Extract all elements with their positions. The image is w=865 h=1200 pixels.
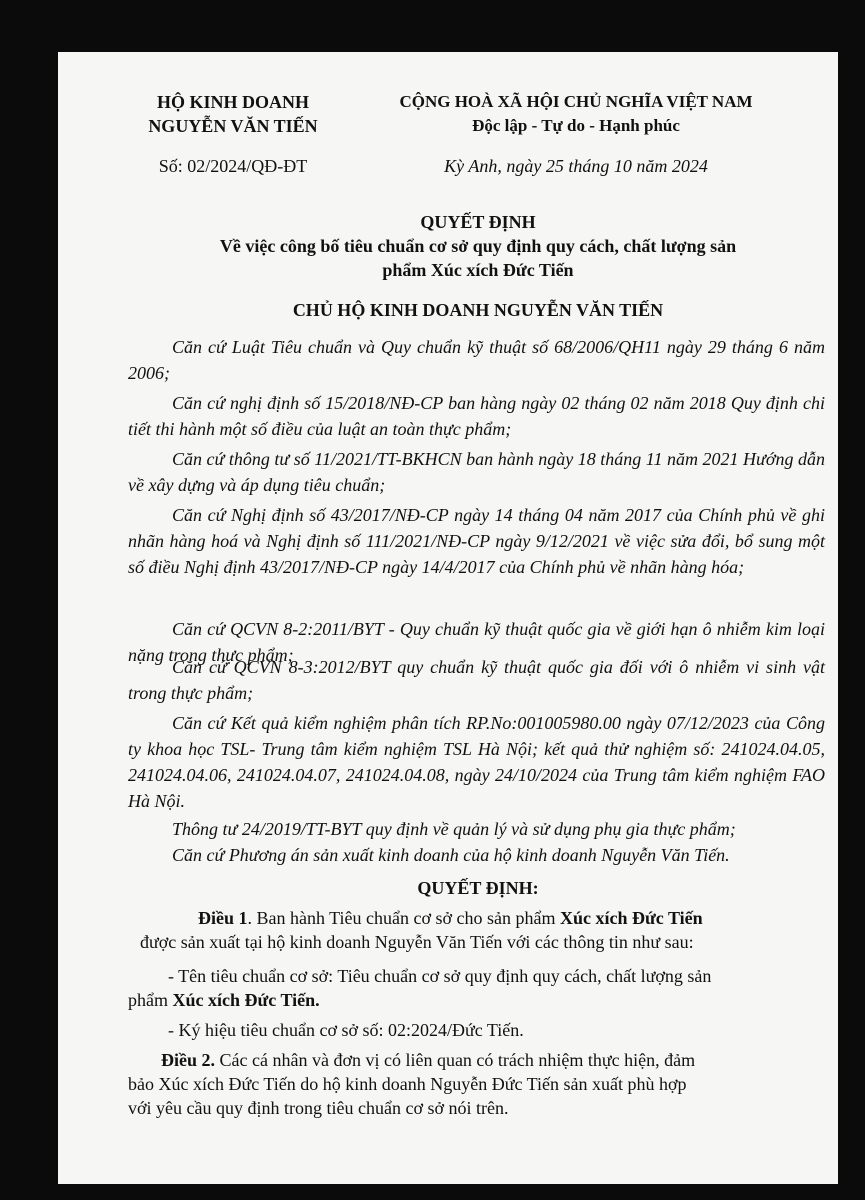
legal-basis-4: Căn cứ Nghị định số 43/2017/NĐ-CP ngày 14 tháng 04 năm 2017 của Chính phủ về ghi nhãn hàng hoá và Nghị định số 111/2021/NĐ-CP ngày 9/12/2021 về việc sửa đổi, bổ sung một số điều Nghị định 43/2017/NĐ-CP ngày 14/4/2017 của Chính phủ về nhãn hàng hóa; xyxy=(128,505,825,577)
document-page xyxy=(58,52,838,1184)
legal-basis-2: Căn cứ nghị định số 15/2018/NĐ-CP ban hàng ngày 02 tháng 02 năm 2018 Quy định chi tiết thi hành một số điều của luật an toàn thực phẩm; xyxy=(128,393,825,439)
legal-basis-3: Căn cứ thông tư số 11/2021/TT-BKHCN ban hành ngày 18 tháng 11 năm 2021 Hướng dẫn về xây dựng và áp dụng tiêu chuẩn; xyxy=(128,449,825,495)
decision-heading: QUYẾT ĐỊNH xyxy=(420,212,536,232)
country-name: CỘNG HOÀ XÃ HỘI CHỦ NGHĨA VIỆT NAM xyxy=(399,92,753,111)
article-1-line-2: được sản xuất tại hộ kinh doanh Nguyễn Văn Tiến với các thông tin như sau: xyxy=(140,932,694,952)
article-2-label: Điều 2. xyxy=(161,1050,215,1070)
article-1-product: Xúc xích Đức Tiến xyxy=(560,908,703,928)
organization-line-2: NGUYỄN VĂN TIẾN xyxy=(148,116,318,136)
legal-basis-6: Căn cứ QCVN 8-3:2012/BYT quy chuẩn kỹ thuật quốc gia đối với ô nhiễm vi sinh vật trong thực phẩm; xyxy=(128,657,825,703)
article-1-label: Điều 1 xyxy=(198,908,248,928)
place-and-date: Kỳ Anh, ngày 25 tháng 10 năm 2024 xyxy=(444,156,708,176)
article-2-line-1 xyxy=(161,1048,695,1072)
subject-line-1: Về việc công bố tiêu chuẩn cơ sở quy định quy cách, chất lượng sản xyxy=(219,236,737,256)
legal-basis-1: Căn cứ Luật Tiêu chuẩn và Quy chuẩn kỹ thuật số 68/2006/QH11 ngày 29 tháng 6 năm 2006; xyxy=(128,337,825,383)
decision-subject xyxy=(118,234,838,282)
national-header xyxy=(376,90,776,138)
legal-basis-8: Thông tư 24/2019/TT-BYT quy định về quản lý và sử dụng phụ gia thực phẩm; xyxy=(172,819,736,839)
legal-basis-7: Căn cứ Kết quả kiểm nghiệm phân tích RP.No:001005980.00 ngày 07/12/2023 của Công ty khoa học TSL- Trung tâm kiểm nghiệm TSL Hà Nội; kết quả thử nghiệm số: 241024.04.05, 241024.04.06, 241024.04.07, 241024.04.08, ngày 24/10/2024 của Trung tâm kiểm nghiệm FAO Hà Nội. xyxy=(128,713,825,811)
issuer-title: CHỦ HỘ KINH DOANH NGUYỄN VĂN TIẾN xyxy=(292,300,664,320)
article-1-text: . Ban hành Tiêu chuẩn cơ sở cho sản phẩm xyxy=(247,908,560,928)
organization-name xyxy=(128,90,338,138)
legal-basis-5: Căn cứ QCVN 8-2:2011/BYT - Quy chuẩn kỹ thuật quốc gia về giới hạn ô nhiễm kim loại nặng trong thực phẩm; xyxy=(128,619,825,665)
organization-line-1: HỘ KINH DOANH xyxy=(156,92,309,112)
article-2-text: Các cá nhân và đơn vị có liên quan có trách nhiệm thực hiện, đảm xyxy=(215,1050,696,1070)
motto: Độc lập - Tự do - Hạnh phúc xyxy=(472,116,680,135)
standard-code: - Ký hiệu tiêu chuẩn cơ sở số: 02:2024/Đức Tiến. xyxy=(168,1020,524,1040)
article-2-line-3: với yêu cầu quy định trong tiêu chuẩn cơ sở nói trên. xyxy=(128,1098,509,1118)
article-2-line-2: bảo Xúc xích Đức Tiến do hộ kinh doanh Nguyễn Đức Tiến sản xuất phù hợp xyxy=(128,1074,687,1094)
subject-line-2: phẩm Xúc xích Đức Tiến xyxy=(382,260,574,280)
standard-name-line-1: - Tên tiêu chuẩn cơ sở: Tiêu chuẩn cơ sở quy định quy cách, chất lượng sản xyxy=(168,966,712,986)
article-1-line-1 xyxy=(198,906,703,930)
document-number: Số: 02/2024/QĐ-ĐT xyxy=(158,156,308,176)
standard-name-line-2 xyxy=(128,988,320,1012)
decision-section-heading: QUYẾT ĐỊNH: xyxy=(417,878,539,898)
standard-name-product: Xúc xích Đức Tiến. xyxy=(172,990,320,1010)
legal-basis-9: Căn cứ Phương án sản xuất kinh doanh của hộ kinh doanh Nguyễn Văn Tiến. xyxy=(172,845,730,865)
standard-name-prefix: phẩm xyxy=(128,990,173,1010)
